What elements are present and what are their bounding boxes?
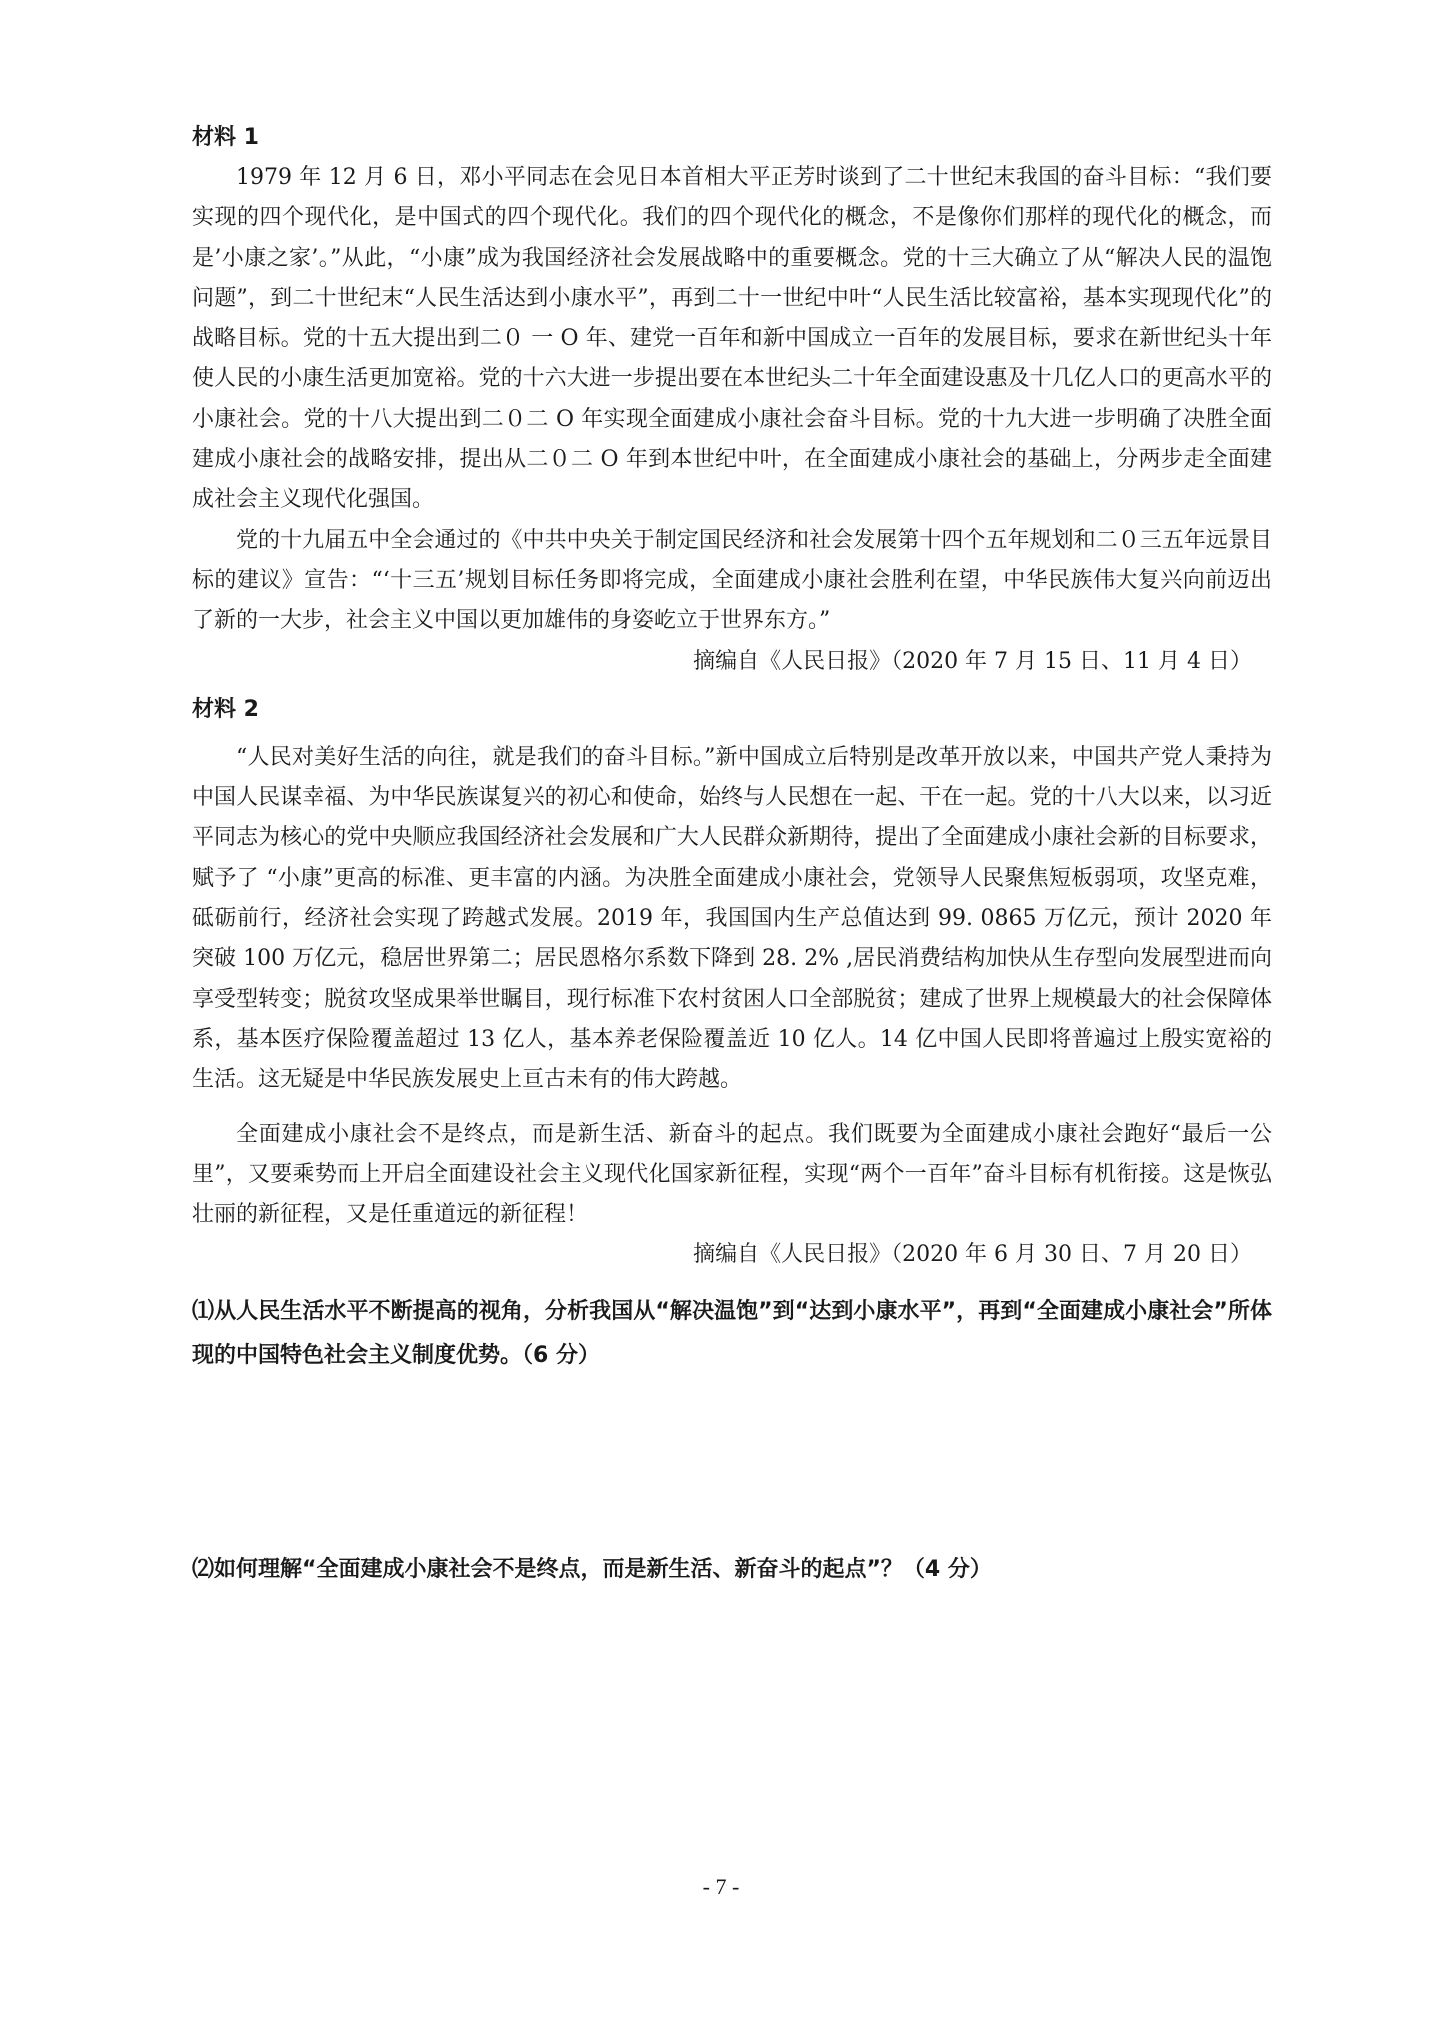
material-2-paragraph-2: 全面建成小康社会不是终点，而是新生活、新奋斗的起点。我们既要为全面建成小康社会跑好“最后一公里”，又要乘势而上开启全面建设社会主义现代化国家新征程，实现“两个一百年”奋斗目标有机衔接。这是恢弘壮丽的新征程，又是任重道远的新征程！	[192, 1121, 1272, 1228]
material-2-paragraph-1: “人民对美好生活的向往，就是我们的奋斗目标。”新中国成立后特别是改革开放以来，中国共产党人秉持为中国人民谋幸福、为中华民族谋复兴的初心和使命，始终与人民想在一起、干在一起。党的十八大以来，以习近平同志为核心的党中央顺应我国经济社会发展和广大人民群众新期待，提出了全面建成小康社会新的目标要求，赋予了 “小康”更高的标准、更丰富的内涵。为决胜全面建成小康社会，党领导人民聚焦短板弱项，攻坚克难，砥砺前行，经济社会实现了跨越式发展。2019 年，我国国内生产总值达到 99. 0865 万亿元，预计 2020 年突破 100 万亿元，稳居世界第二；居民恩格尔系数下降到 28. 2% ,居民消费结构加快从生存型向发展型进而向享受型转变；脱贫攻坚成果举世瞩目，现行标准下农村贫困人口全部脱贫；建成了世界上规模最大的社会保障体系，基本医疗保险覆盖超过 13 亿人，基本养老保险覆盖近 10 亿人。14 亿中国人民即将普遍过上殷实宽裕的生活。这无疑是中华民族发展史上亘古未有的伟大跨越。	[192, 744, 1272, 1093]
material-1-source: 摘编自《人民日报》（2020 年 7 月 15 日、11 月 4 日）	[693, 648, 1252, 674]
material-1-heading: 材料 1	[192, 125, 259, 150]
material-2-source: 摘编自《人民日报》（2020 年 6 月 30 日、7 月 20 日）	[693, 1242, 1252, 1268]
material-1-paragraph-1: 1979 年 12 月 6 日，邓小平同志在会见日本首相大平正芳时谈到了二十世纪末我国的奋斗目标：“我们要实现的四个现代化，是中国式的四个现代化。我们的四个现代化的概念，不是像你们那样的现代化的概念，而是’小康之家’。”从此，“小康”成为我国经济社会发展战略中的重要概念。党的十三大确立了从“解决人民的温饱问题”，到二十世纪末“人民生活达到小康水平”，再到二十一世纪中叶“人民生活比较富裕，基本实现现代化”的战略目标。党的十五大提出到二０ 一 O 年、建党一百年和新中国成立一百年的发展目标，要求在新世纪头十年使人民的小康生活更加宽裕。党的十六大进一步提出要在本世纪头二十年全面建设惠及十几亿人口的更高水平的小康社会。党的十八大提出到二０二 O 年实现全面建成小康社会奋斗目标。党的十九大进一步明确了决胜全面建成小康社会的战略安排，提出从二０二 O 年到本世纪中叶，在全面建成小康社会的基础上，分两步走全面建成社会主义现代化强国。	[192, 165, 1272, 513]
page-number: - 7 -	[702, 1874, 740, 1899]
material-1-paragraph-2: 党的十九届五中全会通过的《中共中央关于制定国民经济和社会发展第十四个五年规划和二０三五年远景目标的建议》宣告：“‘十三五’规划目标任务即将完成，全面建成小康社会胜利在望，中华民族伟大复兴向前迈出了新的一大步，社会主义中国以更加雄伟的身姿屹立于世界东方。”	[192, 527, 1272, 634]
material-2-heading: 材料 2	[192, 696, 259, 722]
exam-page	[192, 118, 1272, 1592]
answer-space-1	[192, 1378, 1272, 1548]
question-2: ⑵如何理解“全面建成小康社会不是终点，而是新生活、新奋斗的起点”？（4 分）	[192, 1556, 992, 1582]
question-1: ⑴从人民生活水平不断提高的视角，分析我国从“解决温饱”到“达到小康水平”，再到“全面建成小康社会”所体现的中国特色社会主义制度优势。（6 分）	[192, 1298, 1272, 1368]
